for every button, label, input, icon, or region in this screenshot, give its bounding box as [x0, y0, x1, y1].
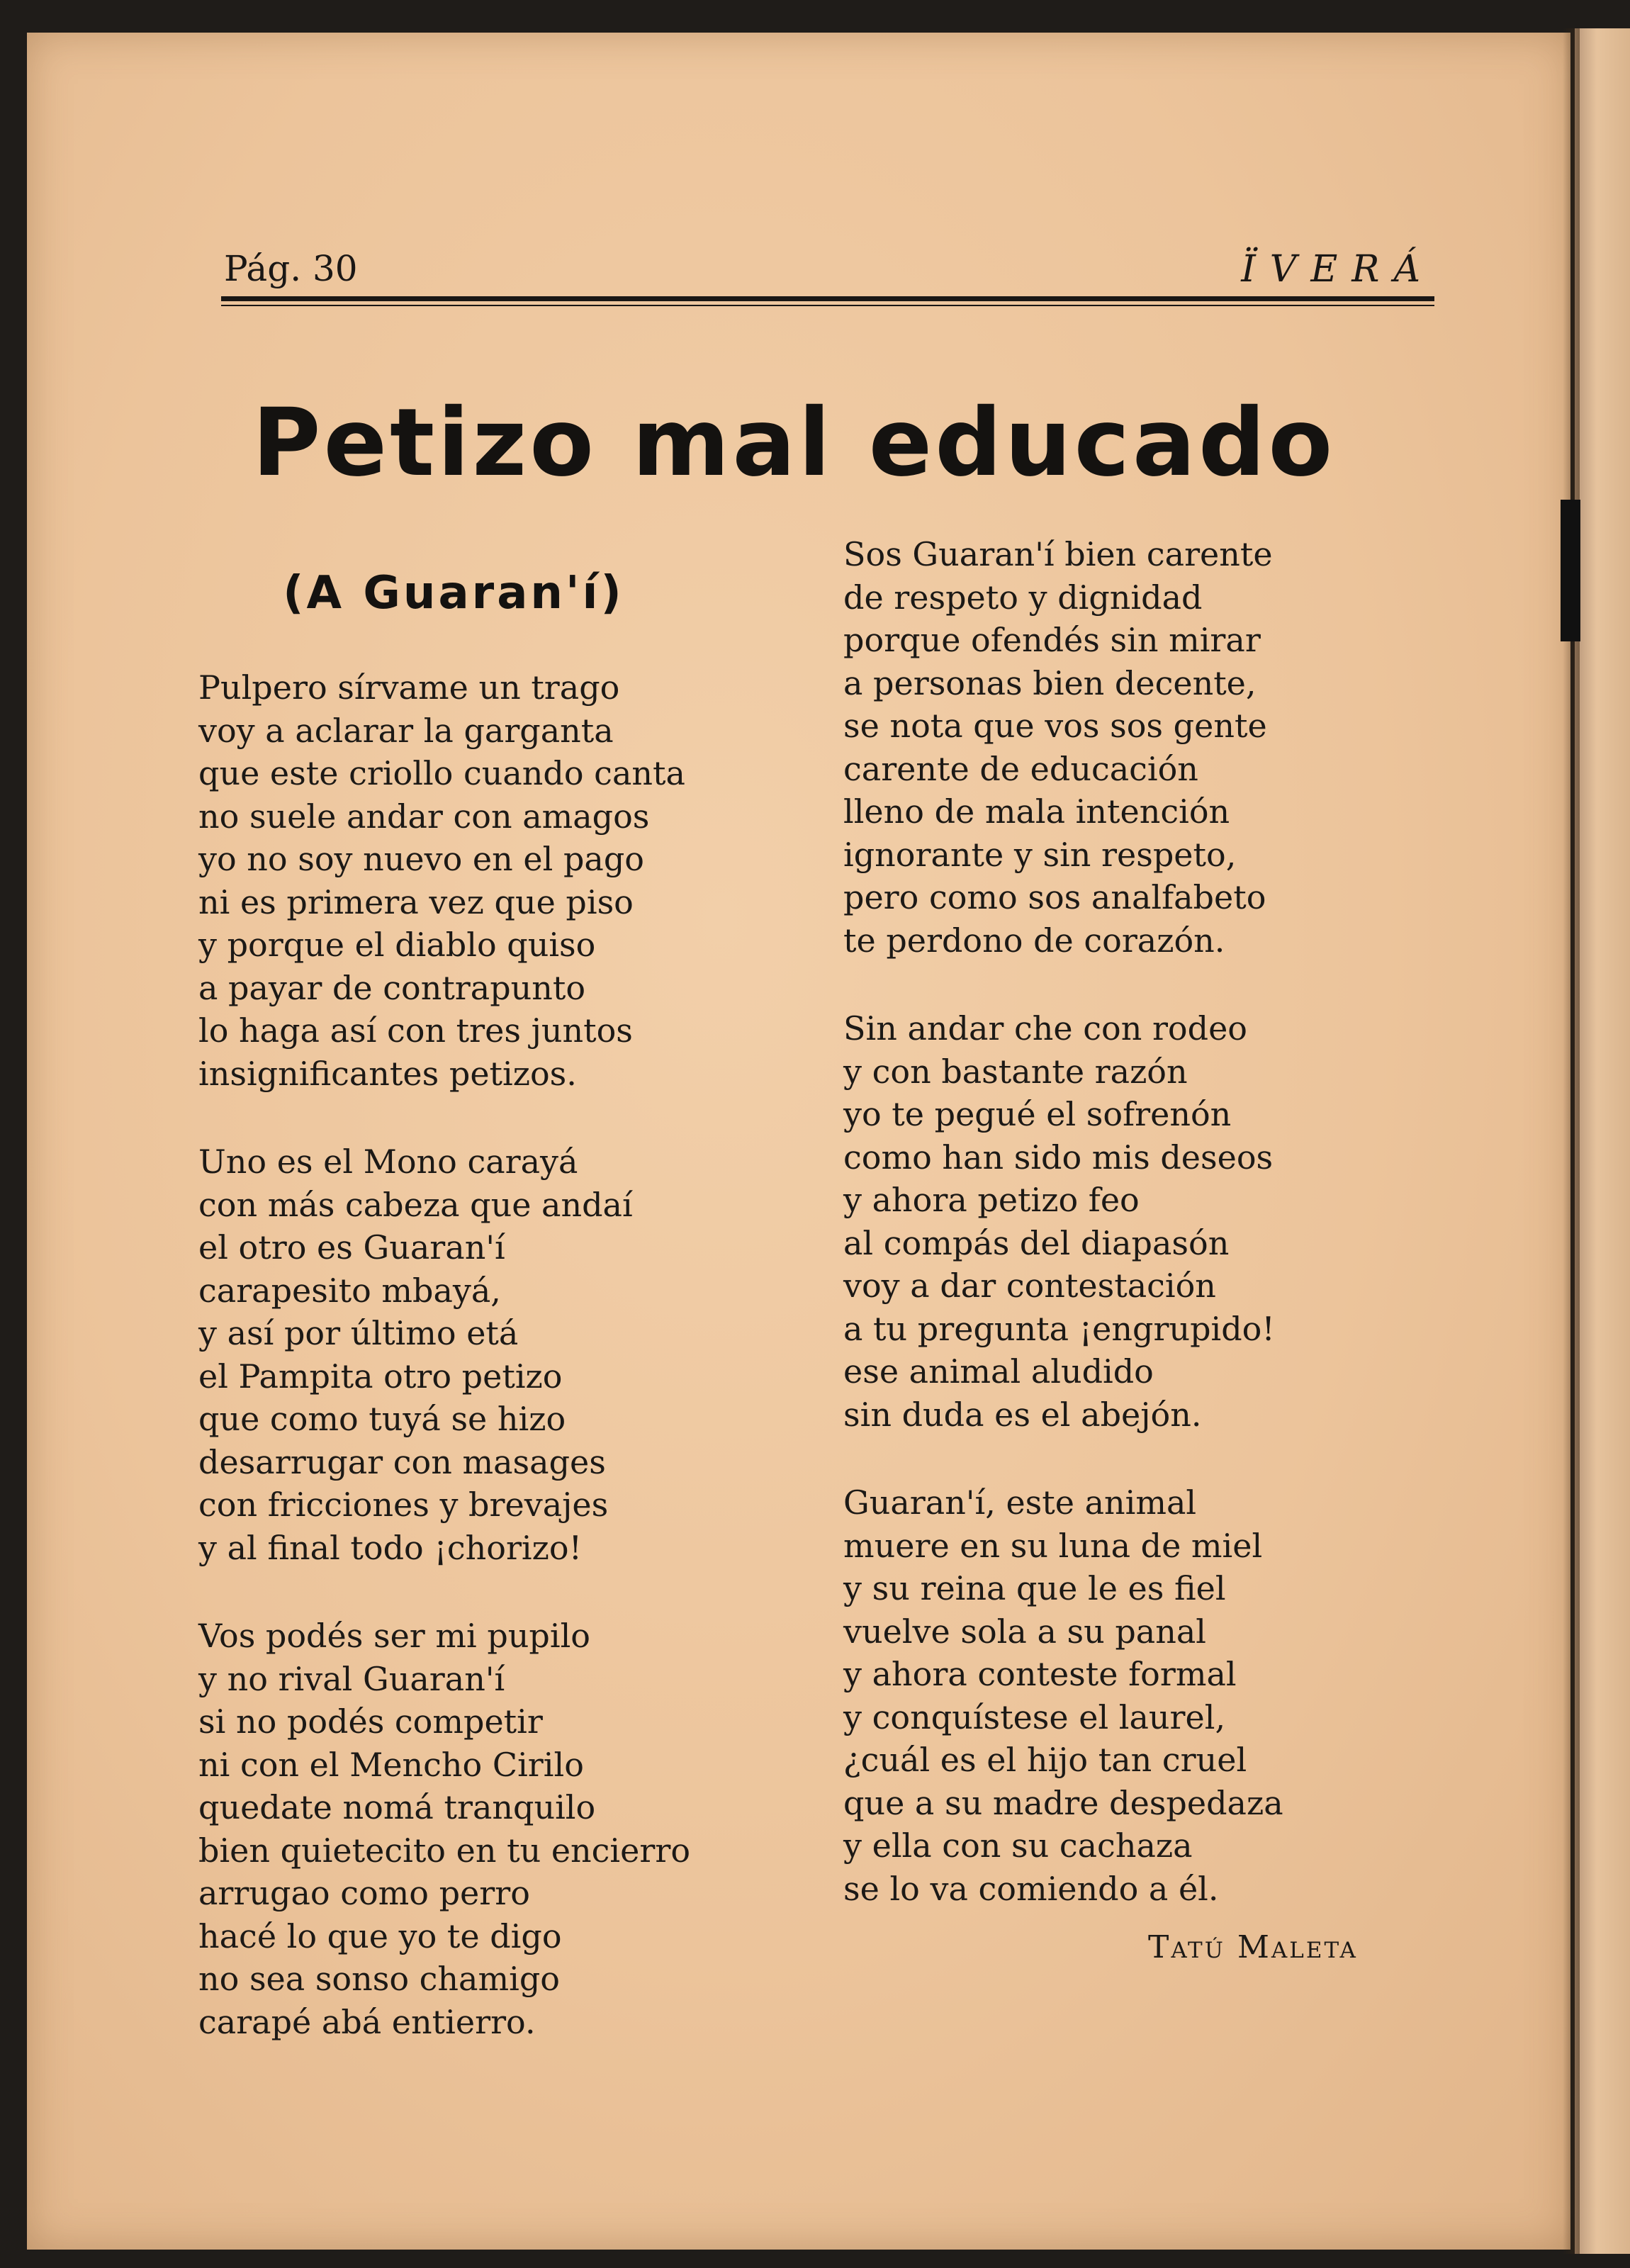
verse-line: al compás del diapasón	[843, 1223, 1230, 1262]
page-number: Pág. 30	[224, 248, 358, 289]
header-rule-thin	[221, 305, 1434, 306]
verse-line: se nota que vos sos gente	[843, 707, 1267, 745]
verse-line: con más cabeza que andaí	[198, 1185, 633, 1224]
verse-line: Sos Guaran'í bien carente	[843, 535, 1273, 573]
article-subtitle: (A Guaran'í)	[283, 567, 624, 619]
verse-line: y con bastante razón	[843, 1052, 1188, 1091]
verse-line: no suele andar con amagos	[198, 797, 650, 836]
verse-line: yo no soy nuevo en el pago	[198, 840, 644, 878]
verse-line: ni con el Mencho Cirilo	[198, 1745, 584, 1784]
verse-line: si no podés competir	[198, 1702, 543, 1741]
verse-line: muere en su luna de miel	[843, 1526, 1263, 1565]
verse-line: yo te pegué el sofrenón	[843, 1095, 1232, 1133]
verse-line: lleno de mala intención	[843, 792, 1230, 831]
verse-line: carente de educación	[843, 749, 1198, 788]
stanza	[198, 1140, 737, 1569]
verse-line: quedate nomá tranquilo	[198, 1788, 596, 1826]
verse-line: desarrugar con masages	[198, 1442, 606, 1481]
verse-line: que este criollo cuando canta	[198, 754, 685, 792]
verse-line: a tu pregunta ¡engrupido!	[843, 1309, 1275, 1348]
verse-line: y conquístese el laurel,	[843, 1697, 1226, 1736]
verse-line: ¿cuál es el hijo tan cruel	[843, 1741, 1247, 1779]
author-signature: Tatú Maleta	[1148, 1929, 1358, 1965]
verse-line: voy a dar contestación	[843, 1267, 1216, 1305]
verse-line: que a su madre despedaza	[843, 1783, 1283, 1822]
verse-line: ignorante y sin respeto,	[843, 835, 1237, 874]
verse-line: ese animal aludido	[843, 1352, 1154, 1391]
verse-line: que como tuyá se hizo	[198, 1400, 566, 1438]
verse-line: y ahora petizo feo	[843, 1181, 1140, 1219]
verse-line: y al final todo ¡chorizo!	[198, 1528, 583, 1567]
verse-line: no sea sonso chamigo	[198, 1960, 560, 1998]
verse-line: arrugao como perro	[198, 1874, 530, 1912]
header-rule	[221, 296, 1434, 301]
verse-line: bien quietecito en tu encierro	[198, 1831, 691, 1870]
binding-mark	[1561, 500, 1580, 641]
verse-line: lo haga así con tres juntos	[198, 1011, 633, 1050]
spine-shadow	[1563, 28, 1580, 2254]
verse-line: se lo va comiendo a él.	[843, 1869, 1219, 1908]
verse-line: el otro es Guaran'í	[198, 1228, 505, 1267]
verse-line: y porque el diablo quiso	[198, 926, 596, 964]
verse-line: a personas bien decente,	[843, 663, 1257, 702]
verse-line: insignificantes petizos.	[198, 1054, 577, 1093]
verse-line: Sin andar che con rodeo	[843, 1009, 1247, 1048]
stanza	[843, 533, 1382, 962]
verse-line: Vos podés ser mi pupilo	[198, 1617, 590, 1655]
stanza	[843, 1481, 1382, 1910]
verse-line: Guaran'í, este animal	[843, 1483, 1197, 1522]
verse-line: con fricciones y brevajes	[198, 1486, 609, 1524]
verse-line: Uno es el Mono carayá	[198, 1143, 578, 1181]
verse-line: y ahora conteste formal	[843, 1655, 1237, 1693]
verse-line: carapesito mbayá,	[198, 1271, 501, 1310]
page-header	[221, 248, 1434, 291]
stanza	[198, 666, 737, 1095]
verse-line: y así por último etá	[198, 1314, 519, 1352]
verse-line: como han sido mis deseos	[843, 1138, 1274, 1177]
verse-line: pero como sos analfabeto	[843, 878, 1266, 916]
verse-line: y ella con su cachaza	[843, 1826, 1193, 1865]
verse-line: porque ofendés sin mirar	[843, 621, 1261, 659]
verse-line: sin duda es el abejón.	[843, 1395, 1202, 1434]
verse-line: a payar de contrapunto	[198, 968, 586, 1007]
verse-line: vuelve sola a su panal	[843, 1612, 1206, 1651]
verse-line: voy a aclarar la garganta	[198, 711, 614, 750]
verse-line: Pulpero sírvame un trago	[198, 668, 620, 707]
verse-line: el Pampita otro petizo	[198, 1357, 563, 1396]
verse-line: ni es primera vez que piso	[198, 882, 634, 921]
verse-line: hacé lo que yo te digo	[198, 1916, 562, 1955]
left-column	[198, 666, 737, 2089]
verse-line: y no rival Guaran'í	[198, 1659, 505, 1698]
article-title: Petizo mal educado	[252, 388, 1336, 498]
right-column	[843, 533, 1382, 1955]
magazine-name: ÏVERÁ	[1241, 248, 1434, 291]
verse-line: te perdono de corazón.	[843, 921, 1225, 960]
verse-line: carapé abá entierro.	[198, 2002, 536, 2041]
verse-line: de respeto y dignidad	[843, 578, 1203, 617]
stanza	[198, 1615, 737, 2043]
verse-line: y su reina que le es fiel	[843, 1569, 1226, 1607]
stanza	[843, 1007, 1382, 1436]
adjacent-page-edge	[1575, 28, 1630, 2254]
